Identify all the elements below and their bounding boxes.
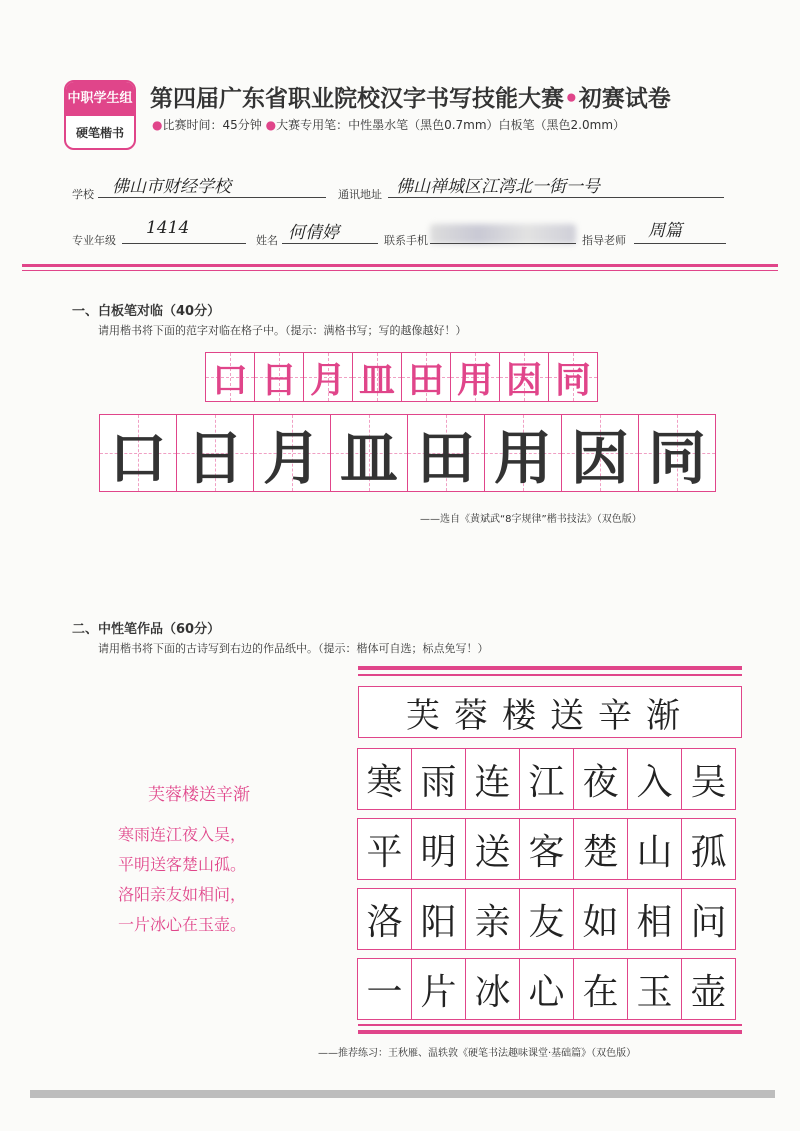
model-char-grid xyxy=(206,352,598,402)
group-badge xyxy=(64,80,136,150)
poem-line-3: 洛阳亲友如相问， xyxy=(118,885,247,904)
exam-title-main: 第四届广东省职业院校汉字书写技能大赛 xyxy=(150,86,564,112)
written-char-cell[interactable]: 江 xyxy=(519,748,574,810)
practice-char-cell[interactable]: 日 xyxy=(176,414,254,492)
written-char-cell[interactable]: 亲 xyxy=(465,888,520,950)
section2-credit: ——推荐练习：王秋雁、温轶敦《硬笔书法趣味课堂·基础篇》（双色版） xyxy=(318,1048,637,1059)
written-char-cell[interactable]: 夜 xyxy=(573,748,628,810)
written-row-3 xyxy=(358,888,736,950)
title-dot: • xyxy=(564,86,579,112)
model-char-cell: 口 xyxy=(205,352,255,402)
bullet-icon: ● xyxy=(265,118,277,132)
badge-category-label: 硬笔楷书 xyxy=(75,126,124,140)
exam-title-stage: 初赛试卷 xyxy=(578,86,671,112)
written-char-cell[interactable]: 冰 xyxy=(465,958,520,1020)
written-char-cell[interactable]: 如 xyxy=(573,888,628,950)
teacher-label: 指导老师 xyxy=(582,234,626,247)
written-char-cell[interactable]: 友 xyxy=(519,888,574,950)
written-char-cell[interactable]: 壶 xyxy=(681,958,736,1020)
written-title-box[interactable] xyxy=(358,686,742,738)
written-row-1 xyxy=(358,748,736,810)
phone-label: 联系手机 xyxy=(384,234,428,247)
paper-top-border-thin xyxy=(358,674,742,676)
written-char-cell[interactable]: 平 xyxy=(357,818,412,880)
name-value[interactable]: 何倩婷 xyxy=(288,223,339,243)
written-char-cell[interactable]: 心 xyxy=(519,958,574,1020)
poem-line-1: 寒雨连江夜入吴， xyxy=(118,825,247,844)
written-row-4 xyxy=(358,958,736,1020)
grade-value[interactable]: 1414 xyxy=(146,218,190,238)
section2-heading: 二、中性笔作品（60分） xyxy=(72,622,221,637)
practice-char-cell[interactable]: 因 xyxy=(561,414,639,492)
practice-char-grid xyxy=(100,414,716,492)
written-char-cell[interactable]: 吴 xyxy=(681,748,736,810)
header-divider xyxy=(22,264,778,267)
section1-instruction: 请用楷书将下面的范字对临在格子中。（提示：满格书写；写的越像越好！） xyxy=(98,324,467,337)
section2-instruction: 请用楷书将下面的古诗写到右边的作品纸中。（提示：楷体可自选；标点免写！） xyxy=(98,642,489,655)
paper-bottom-border xyxy=(358,1030,742,1034)
model-char-cell: 月 xyxy=(303,352,353,402)
poem-title: 芙蓉楼送辛渐 xyxy=(148,785,250,805)
written-char-cell[interactable]: 山 xyxy=(627,818,682,880)
written-char-cell[interactable]: 相 xyxy=(627,888,682,950)
model-char-cell: 用 xyxy=(450,352,500,402)
grade-line xyxy=(122,242,246,244)
model-char-cell: 同 xyxy=(548,352,598,402)
model-char-cell: 因 xyxy=(499,352,549,402)
poem-line-4: 一片冰心在玉壶。 xyxy=(118,915,247,934)
written-char-cell[interactable]: 阳 xyxy=(411,888,466,950)
written-char-cell[interactable]: 雨 xyxy=(411,748,466,810)
phone-value-redacted xyxy=(430,224,576,244)
written-char-cell[interactable]: 一 xyxy=(357,958,412,1020)
practice-char-cell[interactable]: 口 xyxy=(99,414,177,492)
name-label: 姓名 xyxy=(256,234,278,247)
time-info: 比赛时间：45分钟 xyxy=(162,118,262,132)
written-char-cell[interactable]: 明 xyxy=(411,818,466,880)
section1-heading: 一、白板笔对临（40分） xyxy=(72,304,221,319)
pen-info: 大赛专用笔：中性墨水笔（黑色0.7mm）白板笔（黑色2.0mm） xyxy=(276,118,626,132)
teacher-value[interactable]: 周篇 xyxy=(648,221,682,241)
written-char-cell[interactable]: 楚 xyxy=(573,818,628,880)
model-char-cell: 田 xyxy=(401,352,451,402)
address-label: 通讯地址 xyxy=(338,188,382,201)
header-divider-thin xyxy=(22,270,778,271)
written-char-cell[interactable]: 寒 xyxy=(357,748,412,810)
paper-bottom-border-thin xyxy=(358,1024,742,1026)
grade-label: 专业年级 xyxy=(72,234,116,247)
paper-top-border xyxy=(358,666,742,670)
written-char-cell[interactable]: 入 xyxy=(627,748,682,810)
poem-line-2: 平明送客楚山孤。 xyxy=(118,855,247,874)
practice-char-cell[interactable]: 皿 xyxy=(330,414,408,492)
address-value[interactable]: 佛山禅城区江湾北一街一号 xyxy=(396,177,600,197)
written-char-cell[interactable]: 送 xyxy=(465,818,520,880)
written-char-cell[interactable]: 洛 xyxy=(357,888,412,950)
model-char-cell: 皿 xyxy=(352,352,402,402)
practice-char-cell[interactable]: 月 xyxy=(253,414,331,492)
practice-char-cell[interactable]: 田 xyxy=(407,414,485,492)
written-char-cell[interactable]: 问 xyxy=(681,888,736,950)
bullet-icon: ● xyxy=(152,118,163,132)
model-char-cell: 日 xyxy=(254,352,304,402)
school-label: 学校 xyxy=(72,188,94,201)
phone-line xyxy=(430,242,576,244)
written-char-cell[interactable]: 在 xyxy=(573,958,628,1020)
practice-char-cell[interactable]: 同 xyxy=(638,414,716,492)
exam-title xyxy=(150,80,671,113)
written-char-cell[interactable]: 片 xyxy=(411,958,466,1020)
written-char-cell[interactable]: 连 xyxy=(465,748,520,810)
exam-subtitle xyxy=(152,116,625,133)
scan-edge-bar xyxy=(30,1090,775,1098)
written-char-cell[interactable]: 孤 xyxy=(681,818,736,880)
school-value[interactable]: 佛山市财经学校 xyxy=(112,177,231,197)
teacher-line xyxy=(634,242,726,244)
written-char-cell[interactable]: 玉 xyxy=(627,958,682,1020)
written-row-2 xyxy=(358,818,736,880)
section1-credit: ——选自《黄斌武“8字规律”楷书技法》（双色版） xyxy=(420,514,642,525)
written-char-cell[interactable]: 客 xyxy=(519,818,574,880)
written-title: 芙蓉楼送辛渐 xyxy=(406,695,694,736)
practice-char-cell[interactable]: 用 xyxy=(484,414,562,492)
badge-group-label: 中职学生组 xyxy=(66,82,134,116)
